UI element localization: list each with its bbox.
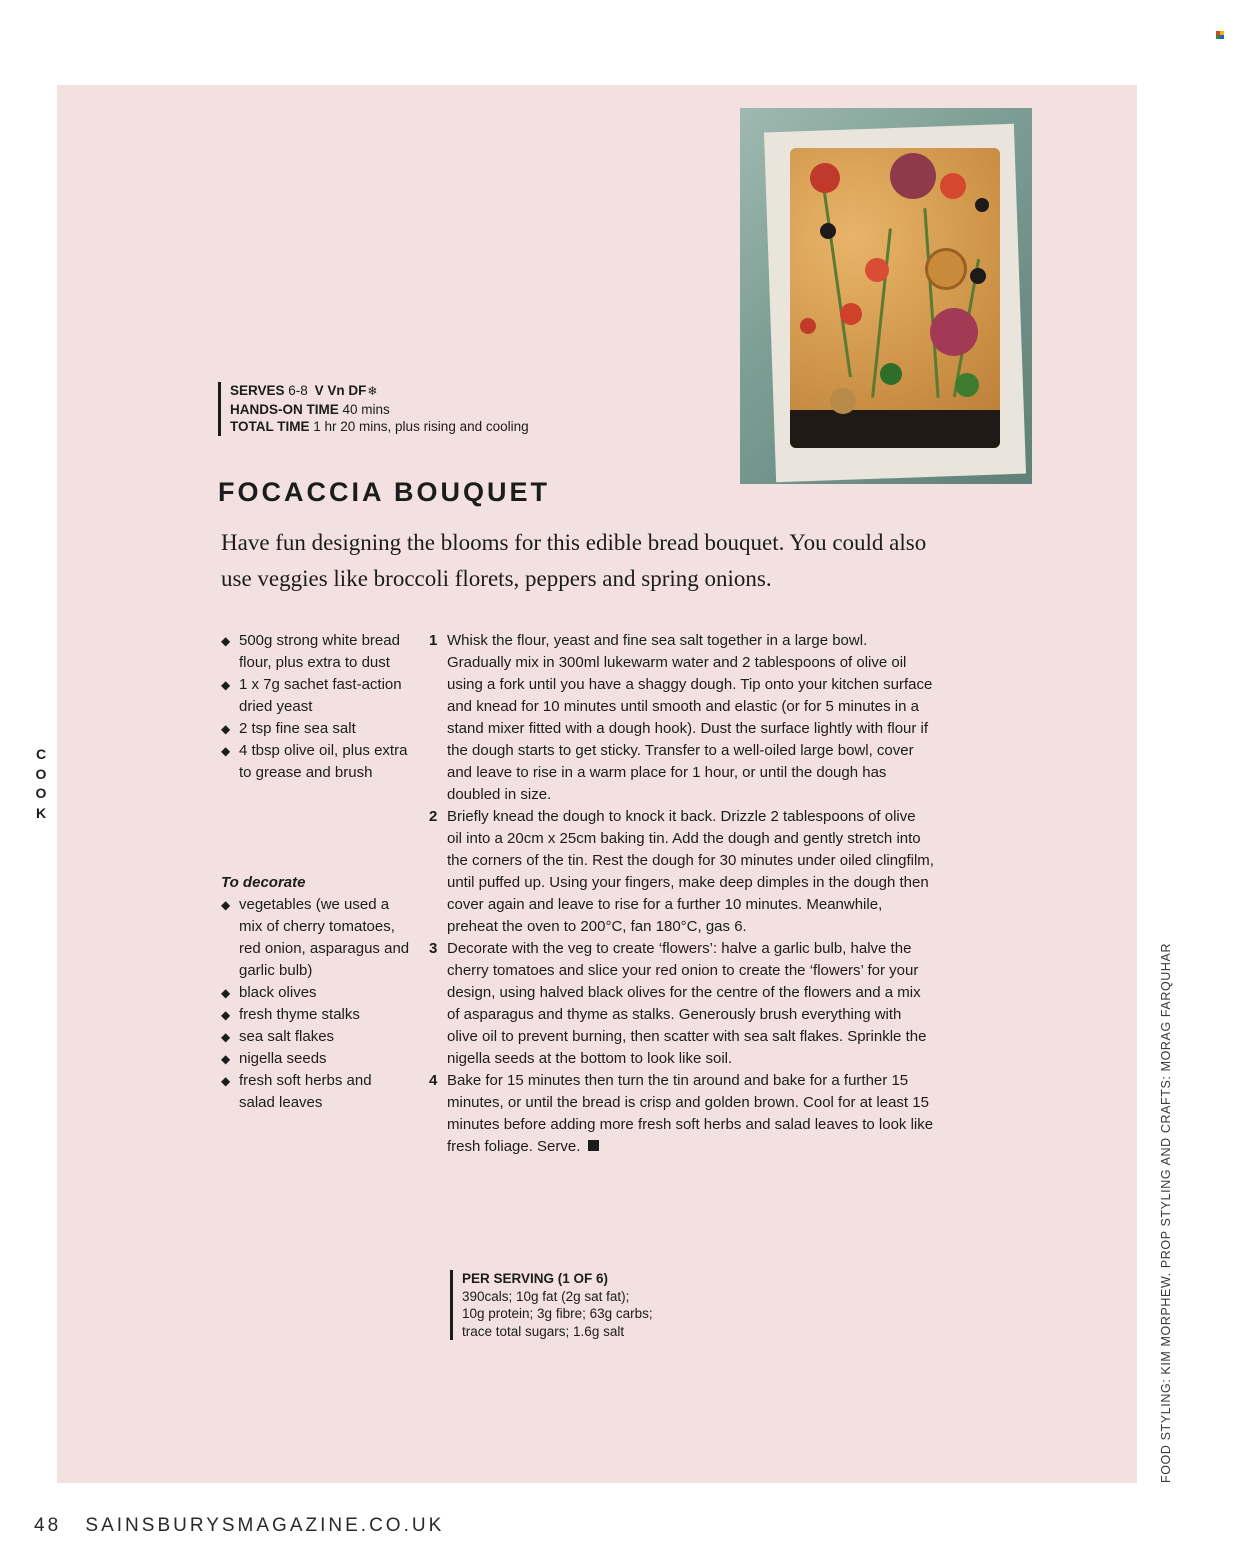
decoration-item: ◆ black olives	[221, 982, 411, 1004]
recipe-title: FOCACCIA BOUQUET	[218, 477, 550, 507]
nutrition-line: trace total sugars; 1.6g salt	[462, 1323, 625, 1339]
diet-tags: V Vn DF	[314, 383, 367, 398]
hands-on-label: HANDS-ON TIME	[230, 401, 339, 417]
decoration-item: ◆ fresh thyme stalks	[221, 1004, 411, 1026]
step-text: Decorate with the veg to create ‘flowers’: halve a garlic bulb, halve the cherry tomatoes and slice your red onion to create the ‘flowers’ for your design, using halved black olives for the centre of the flowers and a mix of asparagus and thyme as stalks. Generously brush everything with olive oil to prevent burning, then scatter with sea salt flakes. Sprinkle the nigella seeds at the bottom to look like soil.	[447, 940, 927, 1067]
step-number: 2	[429, 808, 438, 825]
method-steps	[429, 630, 934, 1158]
hands-on-value: 40 mins	[342, 401, 390, 417]
decoration-item: ◆ vegetables (we used a mix of cherry tomatoes, red onion, asparagus and garlic bulb)	[221, 894, 411, 982]
step-text: Bake for 15 minutes then turn the tin around and bake for a further 15 minutes, or until the bread is crisp and golden brown. Cool for at least 15 minutes before adding more fresh soft herbs and salad leaves to look like fresh foliage. Serve.	[447, 1072, 934, 1155]
decorations-list	[221, 894, 411, 1114]
total-time-line	[230, 418, 529, 436]
method-step	[429, 630, 934, 806]
ingredient-item: ◆ 1 x 7g sachet fast-action dried yeast	[221, 674, 411, 718]
method-step	[429, 806, 934, 938]
step-text: Briefly knead the dough to knock it back. Drizzle 2 tablespoons of olive oil into a 20cm x 25cm baking tin. Add the dough and gently stretch into the corners of the tin. Rest the dough for 30 minutes under oiled clingfilm, until puffed up. Using your fingers, make deep dimples in the dough then cover again and leave to rise for a further 10 minutes. Meanwhile, preheat the oven to 200°C, fan 180°C, gas 6.	[447, 808, 934, 935]
method-step	[429, 938, 934, 1070]
decoration-item: ◆ nigella seeds	[221, 1048, 411, 1070]
serves-value: 6-8	[288, 383, 308, 398]
decorate-heading: To decorate	[221, 874, 306, 891]
serves-line	[230, 382, 529, 401]
total-time-label: TOTAL TIME	[230, 419, 310, 434]
page-number: 48	[34, 1515, 62, 1536]
focaccia-photo	[740, 108, 1032, 484]
recipe-meta	[218, 382, 529, 436]
step-number: 1	[429, 632, 438, 649]
nutrition-line: 10g protein; 3g fibre; 63g carbs;	[462, 1306, 653, 1321]
site-link[interactable]: SAINSBURYSMAGAZINE.CO.UK	[85, 1515, 445, 1536]
section-tag: C O O K	[35, 746, 47, 821]
ingredient-item: ◆ 500g strong white bread flour, plus extra to dust	[221, 630, 411, 674]
nutrition-line: 390cals; 10g fat (2g sat fat);	[462, 1288, 630, 1304]
ingredients-list	[221, 630, 411, 784]
serves-label: SERVES	[230, 383, 285, 398]
ingredient-item: ◆ 2 tsp fine sea salt	[221, 718, 411, 740]
step-number: 4	[429, 1072, 438, 1089]
hands-on-line	[230, 401, 529, 419]
decoration-item: ◆ fresh soft herbs and salad leaves	[221, 1070, 411, 1114]
ingredient-item: ◆ 4 tbsp olive oil, plus extra to grease and brush	[221, 740, 411, 784]
snowflake-icon: ❄	[367, 384, 378, 398]
method-step	[429, 1070, 934, 1158]
photo-credits: FOOD STYLING: KIM MORPHEW. PROP STYLING AND CRAFTS: MORAG FARQUHAR	[1159, 942, 1173, 1483]
nutrition-title: PER SERVING (1 OF 6)	[462, 1271, 609, 1286]
recipe-intro: Have fun designing the blooms for this edible bread bouquet. You could also use veggies like broccoli florets, peppers and spring onions.	[221, 530, 927, 591]
page-footer	[34, 1515, 444, 1537]
brand-mark-icon	[1216, 31, 1224, 39]
decoration-item: ◆ sea salt flakes	[221, 1026, 411, 1048]
end-mark-icon	[588, 1140, 599, 1151]
step-number: 3	[429, 940, 438, 957]
nutrition-box	[450, 1270, 653, 1340]
total-time-value: 1 hr 20 mins, plus rising and cooling	[313, 419, 529, 434]
step-text: Whisk the flour, yeast and fine sea salt together in a large bowl. Gradually mix in 300ml lukewarm water and 2 tablespoons of olive oil using a fork until you have a shaggy dough. Tip onto your kitchen surface and knead for 10 minutes until smooth and elastic (or for 5 minutes in a stand mixer fitted with a dough hook). Dust the surface lightly with flour if the dough starts to get sticky. Transfer to a well-oiled large bowl, cover and leave to rise in a warm place for 1 hour, or until the dough has doubled in size.	[447, 632, 933, 803]
